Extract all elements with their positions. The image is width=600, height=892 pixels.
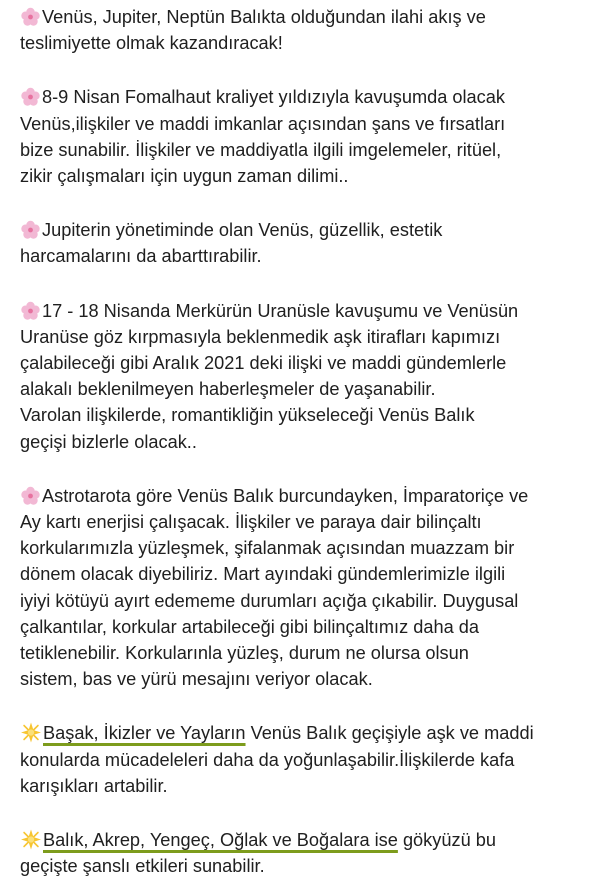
paragraph-venus-jupiter-neptune	[20, 4, 586, 56]
paragraph-fomalhaut	[20, 84, 586, 189]
paragraph-line: sistem, bas ve yürü mesajını veriyor olacak.	[20, 669, 373, 690]
sparkle-icon	[20, 722, 42, 743]
paragraph-line: 8-9 Nisan Fomalhaut kraliyet yıldızıyla kavuşumda olacak	[42, 87, 505, 108]
paragraph-line: Ay kartı enerjisi çalışacak. İlişkiler ve paraya dair bilinçaltı	[20, 512, 482, 533]
paragraph-line: geçişte şanslı etkileri sunabilir.	[20, 856, 265, 877]
paragraph-line: dönem olacak diyebiliriz. Mart ayındaki gündemlerimizle ilgili	[20, 564, 506, 585]
sparkle-icon	[20, 829, 42, 850]
paragraph-line: harcamalarını da abarttırabilir.	[20, 246, 262, 267]
paragraph-line: iyiyi kötüyü ayırt edememe durumları açığa çıkabilir. Duygusal	[20, 590, 519, 611]
text-line	[20, 84, 586, 110]
highlighted-signs: Balık, Akrep, Yengeç, Oğlak ve Boğalara ise	[43, 830, 398, 851]
paragraph-line: çalabileceği gibi Aralık 2021 deki ilişki ve maddi gündemlerle	[20, 353, 507, 374]
text-line	[20, 827, 586, 853]
paragraph-line: çalkantılar, korkular artabileceği gibi bilinçaltımız daha da	[20, 616, 479, 637]
paragraph-mercury-uranus	[20, 298, 586, 455]
cherry-blossom-icon	[20, 220, 41, 240]
paragraph-line: tetiklenebilir. Korkularınla yüzleş, durum ne olursa olsun	[20, 643, 469, 664]
text-line	[20, 483, 586, 509]
paragraph-line: zikir çalışmaları için uygun zaman dilimi..	[20, 166, 349, 187]
paragraph-line: Jupiterin yönetiminde olan Venüs, güzellik, estetik	[42, 220, 443, 241]
paragraph-line: Uranüse göz kırpmasıyla beklenmedik aşk itirafları kapımızı	[20, 326, 501, 347]
paragraph-line-rest: Venüs Balık geçişiyle aşk ve maddi	[245, 723, 534, 744]
paragraph-line: karışıkları artabilir.	[20, 775, 168, 796]
paragraph-line: alakalı beklenilmeyen haberleşmeler de yaşanabilir.	[20, 379, 436, 400]
paragraph-line: 17 - 18 Nisanda Merkürün Uranüsle kavuşumu ve Venüsün	[42, 300, 519, 321]
text-line	[20, 4, 586, 30]
paragraph-line: konularda mücadeleleri daha da yoğunlaşabilir.İlişkilerde kafa	[20, 749, 515, 770]
cherry-blossom-icon	[20, 87, 41, 107]
text-line	[20, 217, 586, 243]
paragraph-line: Varolan ilişkilerde, romantikliğin yükseleceği Venüs Balık	[20, 405, 475, 426]
paragraph-line: Venüs,ilişkiler ve maddi imkanlar açısından şans ve fırsatları	[20, 113, 506, 134]
text-line	[20, 720, 586, 746]
paragraph-line: korkularımızla yüzleşmek, şifalanmak açısından muazzam bir	[20, 538, 515, 559]
highlighted-signs: Başak, İkizler ve Yayların	[43, 723, 246, 744]
text-line	[20, 298, 586, 324]
paragraph-challenged-signs	[20, 720, 586, 799]
cherry-blossom-icon	[20, 7, 41, 27]
paragraph-astrotarot	[20, 483, 586, 693]
paragraph-line-rest: gökyüzü bu	[397, 830, 496, 851]
cherry-blossom-icon	[20, 486, 41, 506]
paragraph-line: Venüs, Jupiter, Neptün Balıkta olduğundan ilahi akış ve	[42, 7, 486, 27]
paragraph-line: bize sunabilir. İlişkiler ve maddiyatla ilgili imgelemeler, ritüel,	[20, 139, 502, 160]
paragraph-line: teslimiyette olmak kazandıracak!	[20, 33, 283, 54]
cherry-blossom-icon	[20, 301, 41, 321]
paragraph-line: Astrotarota göre Venüs Balık burcundayken, İmparatoriçe ve	[42, 485, 529, 506]
paragraph-jupiter-rule	[20, 217, 586, 269]
paragraph-line: geçişi bizlerle olacak..	[20, 431, 197, 452]
paragraph-lucky-signs	[20, 827, 586, 879]
